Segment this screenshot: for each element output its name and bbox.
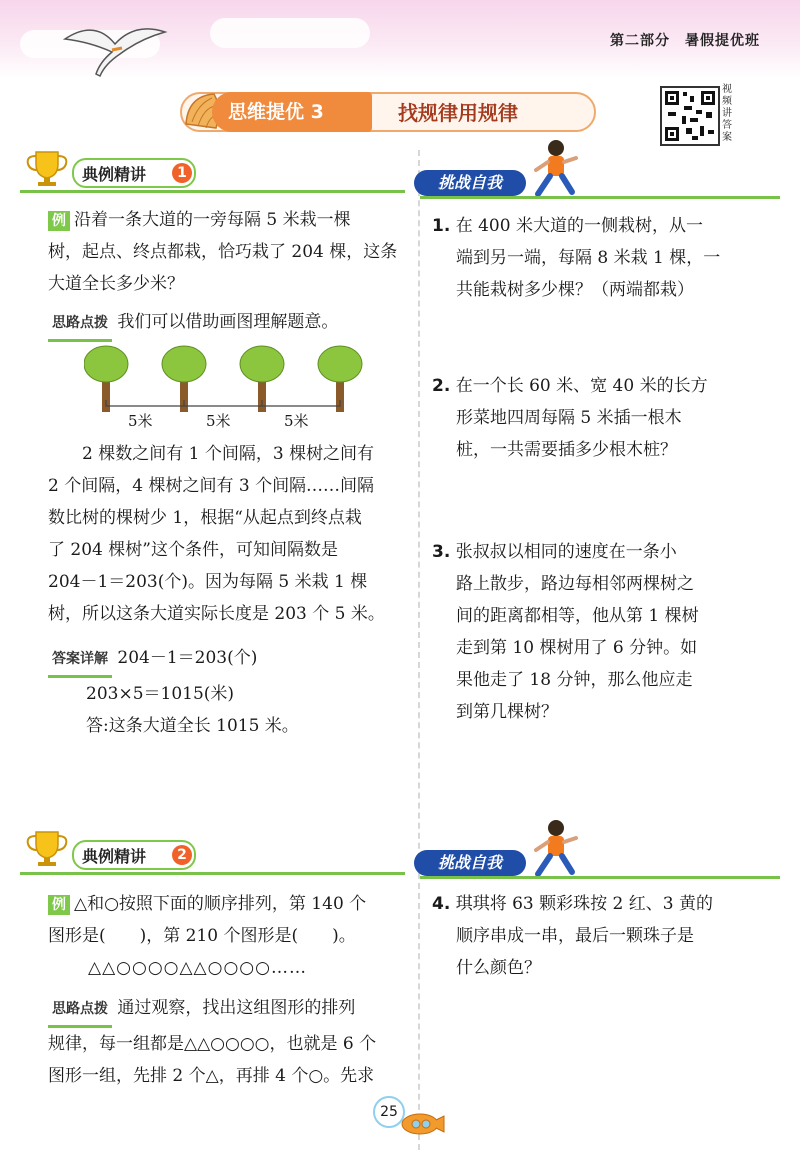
text-line: 2 棵数之间有 1 个间隔，3 棵树之间有 xyxy=(82,444,375,464)
shape-sequence: △△○○○○△△○○○○…… xyxy=(88,958,307,978)
text-line: 顺序串成一串，最后一颗珠子是 xyxy=(456,926,694,946)
challenge-label: 挑战自我 xyxy=(414,850,526,876)
cloud-decoration xyxy=(210,18,370,48)
text-line: 数比树的棵树少 1，根据“从起点到终点栽 xyxy=(48,508,362,528)
text-line: 琪琪将 63 颗彩珠按 2 红、3 黄的 xyxy=(455,894,713,914)
hint-tag: 思路点拨 xyxy=(48,993,112,1028)
text-line: 树，所以这条大道实际长度是 203 个 5 米。 xyxy=(48,604,385,624)
example1-hint xyxy=(48,306,408,342)
text-line: 图形是( )，第 210 个图形是( )。 xyxy=(48,926,356,946)
question-number: 3. xyxy=(432,542,451,562)
seagull-icon xyxy=(60,14,170,80)
column-divider xyxy=(418,150,420,1150)
text-line: 间的距离都相等，他从第 1 棵树 xyxy=(456,606,699,626)
question-number: 4. xyxy=(432,894,451,914)
example2-problem xyxy=(48,888,410,984)
example-number-badge: 2 xyxy=(172,845,192,865)
example-number-badge: 1 xyxy=(172,163,192,183)
text-line: 什么颜色？ xyxy=(456,958,541,978)
question-number: 1. xyxy=(432,216,451,236)
runner-icon xyxy=(528,138,582,200)
text-line: 2 个间隔，4 棵树之间有 3 个间隔……间隔 xyxy=(48,476,375,496)
text-line: 路上散步，路边每相邻两棵树之 xyxy=(456,574,694,594)
example-header-label: 典例精讲 xyxy=(82,847,147,866)
text-line: 共能栽树多少棵？（两端都栽） xyxy=(456,280,694,300)
distance-label: 5米 xyxy=(284,412,309,430)
trophy-icon xyxy=(24,148,70,188)
hint-text: 我们可以借助画图理解题意。 xyxy=(117,312,339,332)
section-rule xyxy=(20,872,405,875)
challenge-label: 挑战自我 xyxy=(414,170,526,196)
text-line: 204－1＝203(个) xyxy=(117,648,258,668)
example-header-label: 典例精讲 xyxy=(82,165,147,184)
example2-hint xyxy=(48,992,410,1092)
text-line: 大道全长多少米？ xyxy=(48,274,184,294)
text-line: 答:这条大道全长 1015 米。 xyxy=(86,716,299,736)
example1-explanation xyxy=(48,438,410,630)
text-line: 规律，每一组都是△△○○○○，也就是 6 个 xyxy=(48,1034,377,1054)
challenge-question-3 xyxy=(432,536,782,728)
title-left: 思维提优 3 xyxy=(228,101,324,123)
section-rule xyxy=(420,876,780,879)
qr-label: 视频讲答案 xyxy=(722,84,732,143)
page-title: 找规律用规律 xyxy=(398,101,518,125)
text-line: 到第几棵树？ xyxy=(456,702,558,722)
text-line: 了 204 棵树”这个条件，可知间隔数是 xyxy=(48,540,338,560)
text-line: △和○按照下面的顺序排列，第 140 个 xyxy=(74,894,367,914)
text-line: 通过观察，找出这组图形的排列 xyxy=(117,998,356,1018)
question-number: 2. xyxy=(432,376,451,396)
text-line: 张叔叔以相同的速度在一条小 xyxy=(455,542,677,562)
text-line: 图形一组，先排 2 个△，再排 4 个○。先求 xyxy=(48,1066,375,1086)
challenge-question-1 xyxy=(432,210,782,306)
text-line: 端到另一端，每隔 8 米栽 1 棵，一 xyxy=(456,248,721,268)
section-rule xyxy=(420,196,780,199)
trophy-icon xyxy=(24,828,70,868)
text-line: 203×5＝1015(米) xyxy=(86,684,235,704)
challenge-question-4 xyxy=(432,888,782,984)
section-label: 第二部分 暑假提优班 xyxy=(610,33,760,49)
text-line: 树，起点、终点都栽，恰巧栽了 204 棵，这条 xyxy=(48,242,398,262)
qr-code-icon[interactable] xyxy=(660,86,720,146)
challenge-question-2 xyxy=(432,370,782,466)
distance-label: 5米 xyxy=(206,412,231,430)
distance-label: 5米 xyxy=(128,412,153,430)
text-line: 果他走了 18 分钟，那么他应走 xyxy=(456,670,693,690)
text-line: 桩，一共需要插多少根木桩？ xyxy=(456,440,677,460)
example-prefix: 例 xyxy=(48,211,70,231)
page-number: 25 xyxy=(373,1096,405,1128)
text-line: 在一个长 60 米、宽 40 米的长方 xyxy=(455,376,708,396)
text-line: 在 400 米大道的一侧栽树，从一 xyxy=(455,216,703,236)
example-prefix: 例 xyxy=(48,895,70,915)
answer-tag: 答案详解 xyxy=(48,643,112,678)
text-line: 204－1＝203(个)。因为每隔 5 米栽 1 棵 xyxy=(48,572,368,592)
submarine-icon xyxy=(396,1108,446,1138)
section-rule xyxy=(20,190,405,193)
text-line: 沿着一条大道的一旁每隔 5 米栽一棵 xyxy=(74,210,351,230)
text-line: 走到第 10 棵树用了 6 分钟。如 xyxy=(456,638,698,658)
text-line: 形菜地四周每隔 5 米插一根木 xyxy=(456,408,682,428)
runner-icon xyxy=(528,818,582,880)
example1-problem xyxy=(48,204,408,300)
hint-tag: 思路点拨 xyxy=(48,307,112,342)
example1-answer xyxy=(48,642,410,742)
